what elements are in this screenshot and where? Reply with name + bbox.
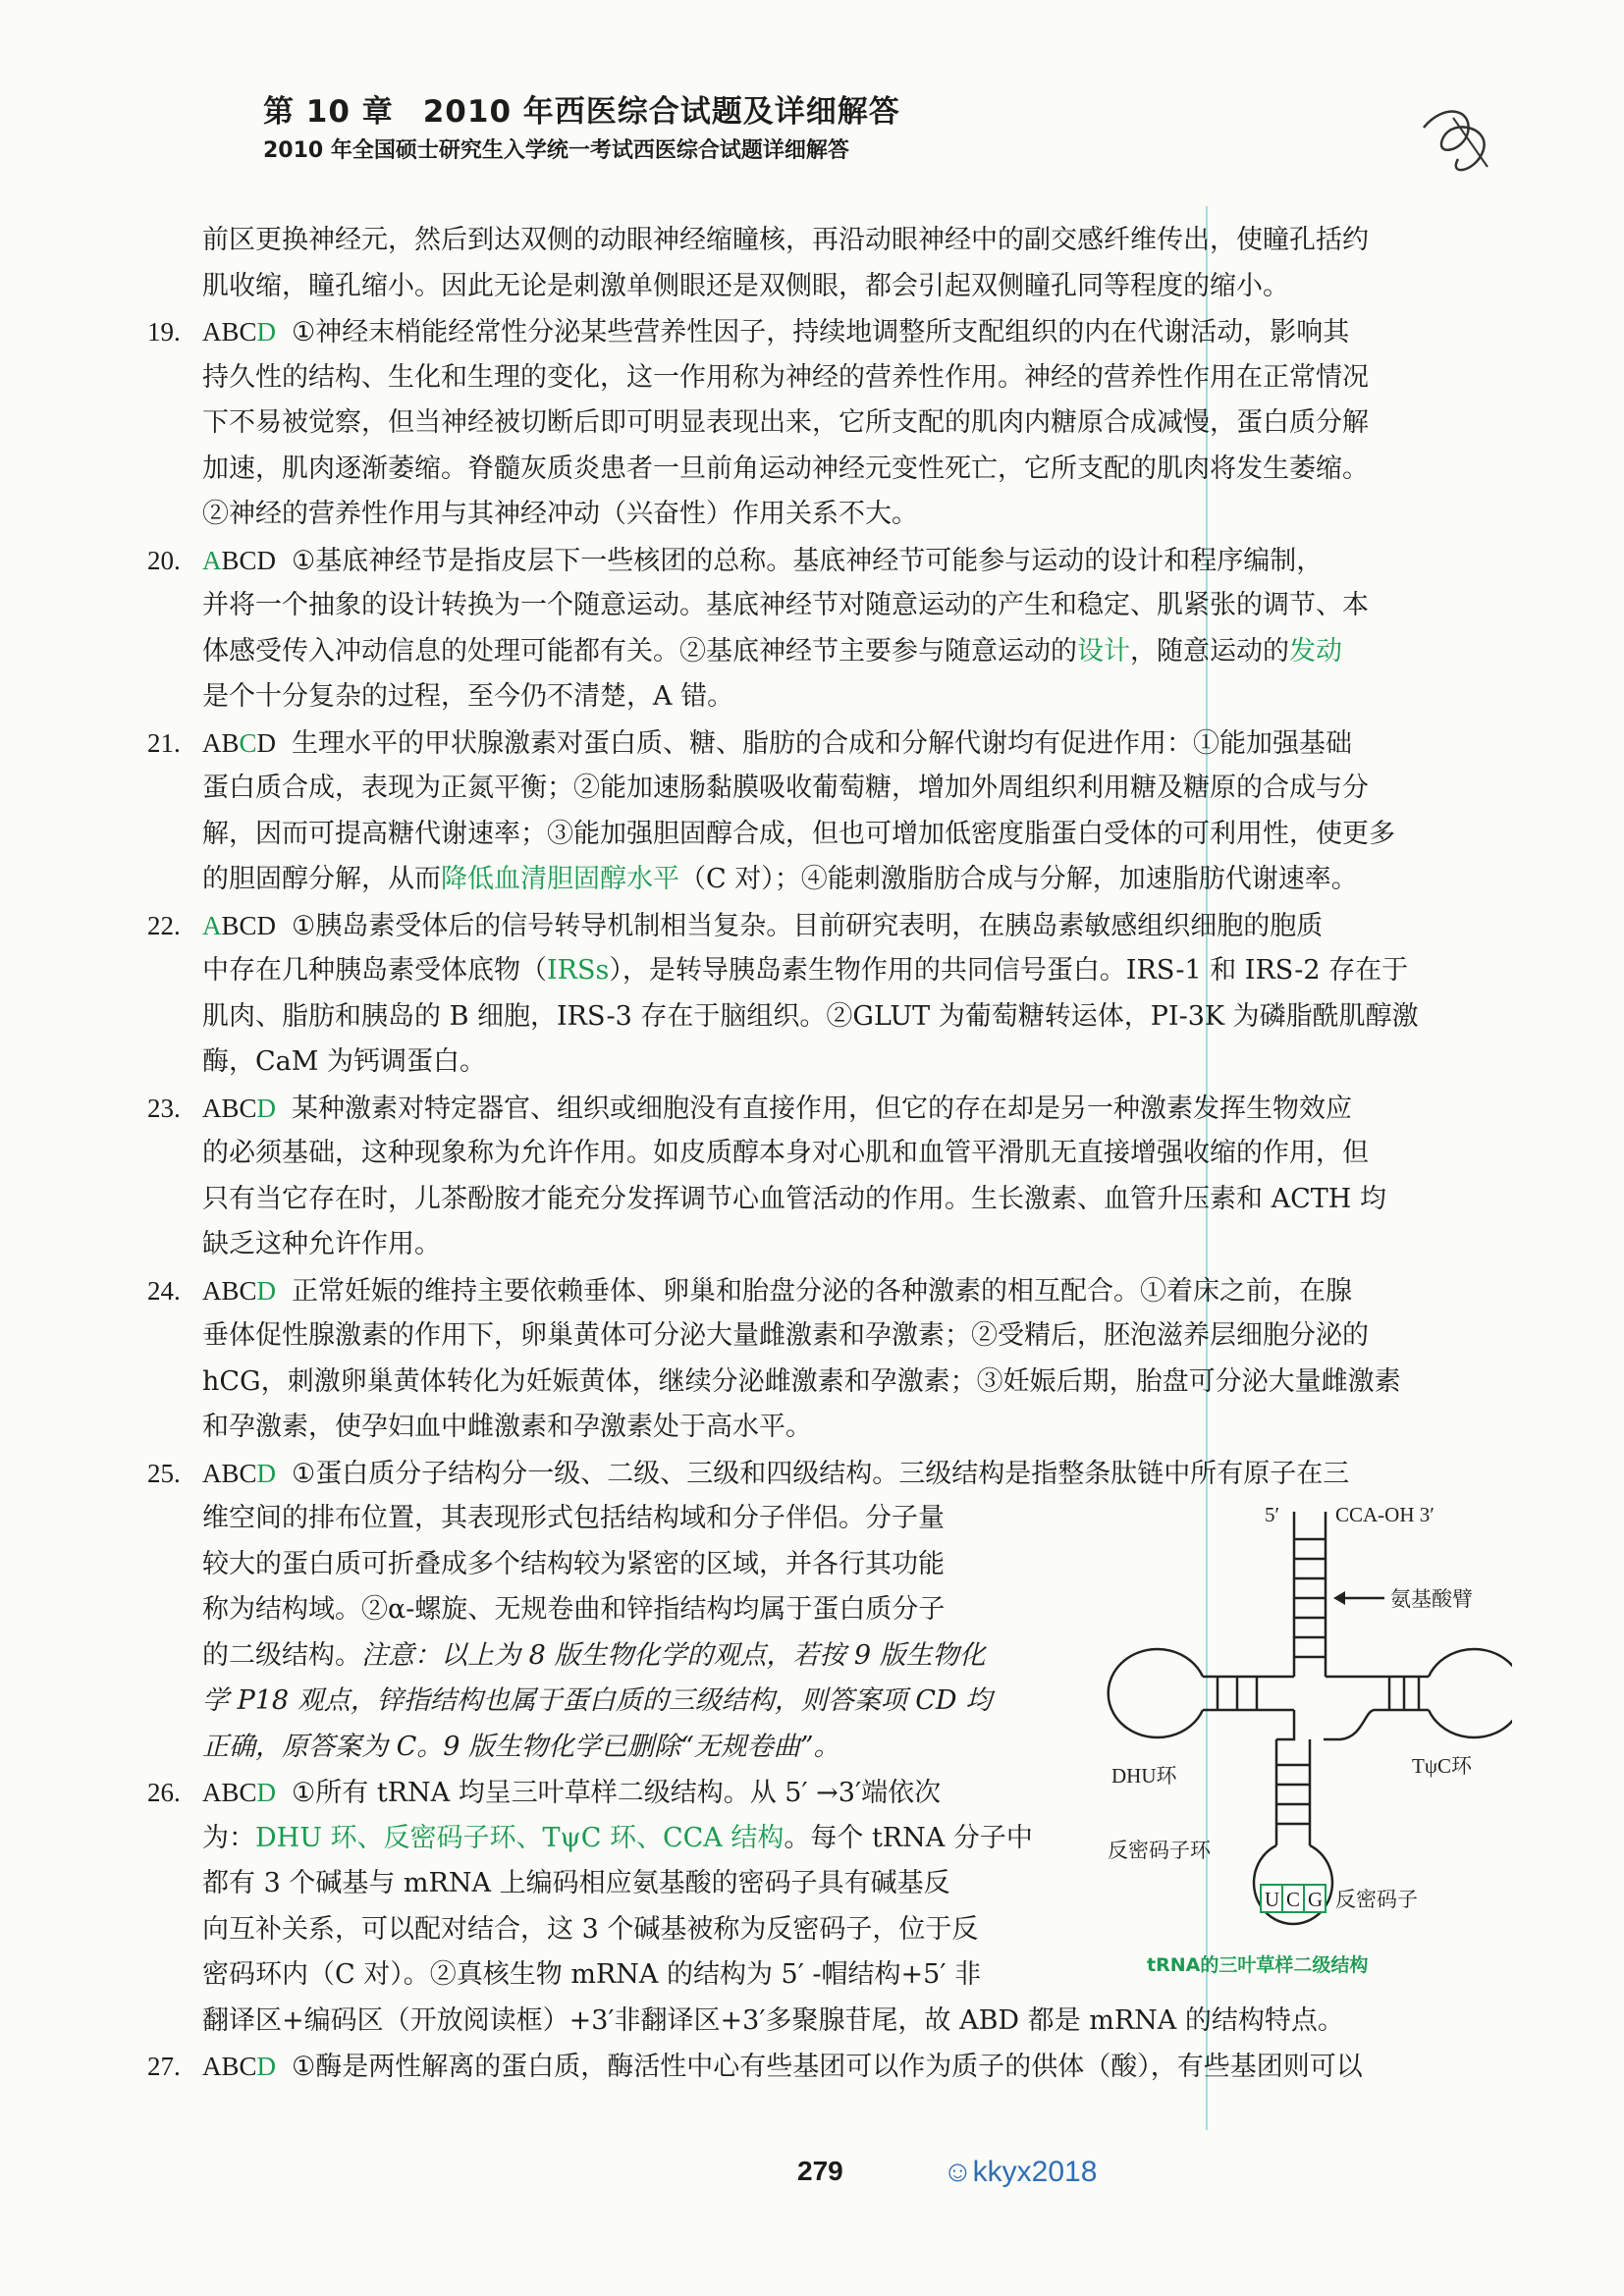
question-number: 25. [147, 1458, 181, 1488]
question-19 [147, 309, 1502, 355]
anticodon-base: C [1286, 1888, 1301, 1911]
answer-label: ABCD [202, 910, 277, 940]
text-line: 的胆固醇分解，从而降低血清胆固醇水平（C 对）；④能刺激脂肪合成与分解，加速脂肪代谢速率。 [202, 864, 1358, 894]
text-line: ①所有 tRNA 均呈三叶草样二级结构。从 5′ →3′端依次 [292, 1778, 942, 1808]
text-line: 维空间的排布位置，其表现形式包括结构域和分子伴侣。分子量 [202, 1503, 945, 1533]
text-line: 只有当它存在时，儿茶酚胺才能充分发挥调节心血管活动的作用。生长激素、血管升压素和 ACTH 均 [202, 1183, 1386, 1214]
scribble-icon [1414, 98, 1502, 187]
text-line: ②神经的营养性作用与其神经冲动（兴奋性）作用关系不大。 [202, 499, 918, 529]
text-line: 前区更换神经元，然后到达双侧的动眼神经缩瞳核，再沿动眼神经中的副交感纤维传出，使瞳孔括约 [202, 225, 1369, 255]
question-number: 26. [147, 1778, 181, 1807]
text-line: ①酶是两性解离的蛋白质，酶活性中心有些基团可以作为质子的供体（酸），有些基团则可以 [292, 2052, 1363, 2082]
text-line: 向互补关系，可以配对结合，这 3 个碱基被称为反密码子，位于反 [202, 1913, 979, 1945]
five-prime-label: 5′ [1265, 1503, 1280, 1526]
anticodon-label: 反密码子 [1335, 1888, 1418, 1911]
text-line: 的二级结构。注意：以上为 8 版生物化学的观点，若按 9 版生物化 [202, 1639, 986, 1671]
text-line: 密码环内（C 对）。②真核生物 mRNA 的结构为 5′ -帽结构+5′ 非 [202, 1959, 982, 1990]
question-24 [147, 1268, 1502, 1314]
chapter-number: 第 10 章 [263, 94, 394, 130]
text-line: 解，因而可提高糖代谢速率；③能加强胆固醇合成，但也可增加低密度脂蛋白受体的可利用性，使更多 [202, 818, 1395, 849]
text-line: ①蛋白质分子结构分一级、二级、三级和四级结构。三级结构是指整条肽链中所有原子在三 [292, 1458, 1350, 1489]
edition-note: 注意：以上为 8 版生物化学的观点，若按 9 版生物化 [361, 1639, 986, 1671]
text-line: 中存在几种胰岛素受体底物（IRSs），是转导胰岛素生物作用的共同信号蛋白。IRS-1 和 IRS-2 存在于 [202, 955, 1409, 986]
text-line: 某种激素对特定器官、组织或细胞没有直接作用，但它的存在却是另一种激素发挥生物效应 [292, 1093, 1353, 1124]
text-line: 和孕激素，使孕妇血中雌激素和孕激素处于高水平。 [202, 1412, 812, 1442]
answer-label: ABCD [202, 1778, 277, 1807]
text-line: hCG，刺激卵巢黄体转化为妊娠黄体，继续分泌雌激素和孕激素；③妊娠后期，胎盘可分泌大量雌激素 [202, 1365, 1401, 1397]
text-line: 都有 3 个碱基与 mRNA 上编码相应氨基酸的密码子具有碱基反 [202, 1868, 950, 1898]
anticodon-base: U [1265, 1888, 1280, 1911]
question-23 [147, 1086, 1502, 1132]
question-20 [147, 538, 1502, 584]
tpsic-arm [1324, 1649, 1512, 1739]
acceptor-stem [1294, 1512, 1326, 1677]
text-line: 为：DHU 环、反密码子环、TψC 环、CCA 结构。每个 tRNA 分子中 [202, 1822, 1033, 1853]
trna-cloverleaf-diagram [1100, 1492, 1512, 2002]
text-line: ①基底神经节是指皮层下一些核团的总称。基底神经节可能参与运动的设计和程序编制， [292, 545, 1324, 576]
acceptor-arm-label: 氨基酸臂 [1390, 1587, 1473, 1611]
anticodon-loop-label: 反密码子环 [1108, 1839, 1211, 1862]
text-line: ①胰岛素受体后的信号转导机制相当复杂。目前研究表明，在胰岛素敏感组织细胞的胞质 [292, 910, 1324, 941]
anticodon-bases [1261, 1885, 1326, 1912]
text-line: 生理水平的甲状腺激素对蛋白质、糖、脂肪的合成和分解代谢均有促进作用：①能加强基础 [292, 727, 1353, 759]
question-number: 20. [147, 545, 181, 575]
text-line: 正常妊娠的维持主要依赖垂体、卵巢和胎盘分泌的各种激素的相互配合。①着床之前，在腺 [292, 1275, 1353, 1307]
question-22 [147, 903, 1502, 949]
text-line: 缺乏这种允许作用。 [202, 1229, 441, 1259]
dhu-loop-label: DHU环 [1111, 1764, 1177, 1788]
answer-label: ABCD [202, 727, 277, 758]
question-number: 24. [147, 1275, 181, 1306]
text-line: 翻译区+编码区（开放阅读框）+3′非翻译区+3′多聚腺苷尾，故 ABD 都是 mRNA 的结构特点。 [202, 2004, 1344, 2036]
text-line: 较大的蛋白质可折叠成多个结构较为紧密的区域，并各行其功能 [202, 1548, 945, 1579]
question-number: 23. [147, 1093, 181, 1123]
answer-label: ABCD [202, 545, 277, 575]
question-21 [147, 721, 1502, 767]
text-line: 酶，CaM 为钙调蛋白。 [202, 1046, 486, 1077]
answer-label: ABCD [202, 1093, 277, 1123]
dhu-arm [1109, 1649, 1294, 1737]
text-line: 加速，肌肉逐渐萎缩。脊髓灰质炎患者一旦前角运动神经元变性死亡，它所支配的肌肉将发生萎缩。 [202, 453, 1369, 484]
chapter-heading [263, 86, 1441, 130]
page-header [263, 86, 1441, 164]
wechat-icon: ☺ [943, 2156, 973, 2188]
answer-label: ABCD [202, 317, 277, 347]
chapter-title: 2010 年西医综合试题及详细解答 [422, 94, 900, 130]
answer-label: ABCD [202, 2052, 277, 2081]
text-line: 垂体促性腺激素的作用下，卵巢黄体可分泌大量雌激素和孕激素；②受精后，胚泡滋养层细胞分泌的 [202, 1320, 1369, 1351]
question-number: 27. [147, 2052, 181, 2081]
acceptor-arm-arrow-icon [1333, 1591, 1384, 1605]
page-number: 279 [797, 2156, 843, 2186]
text-line: 下不易被觉察，但当神经被切断后即可明显表现出来，它所支配的肌肉内糖原合成减慢，蛋白质分解 [202, 407, 1369, 438]
cca-label: CCA-OH 3′ [1335, 1503, 1435, 1526]
answer-label: ABCD [202, 1458, 277, 1488]
question-27 [147, 2044, 1502, 2090]
question-number: 21. [147, 727, 181, 758]
answer-label: ABCD [202, 1275, 277, 1306]
chapter-subtitle: 2010 年全国硕士研究生入学统一考试西医综合试题详细解答 [263, 138, 849, 163]
text-line: 体感受传入冲动信息的处理可能都有关。②基底神经节主要参与随意运动的设计，随意运动的发动 [202, 635, 1342, 667]
text-line: 肌肉、脂肪和胰岛的 B 细胞，IRS-3 存在于脑组织。②GLUT 为葡萄糖转运体，PI-3K 为磷脂酰肌醇激 [202, 1000, 1419, 1032]
text-line: 肌收缩，瞳孔缩小。因此无论是刺激单侧眼还是双侧眼，都会引起双侧瞳孔同等程度的缩小。 [202, 270, 1289, 301]
question-number: 19. [147, 317, 181, 347]
text-line: 蛋白质合成，表现为正氮平衡；②能加速肠黏膜吸收葡萄糖，增加外周组织利用糖及糖原的合成与分 [202, 773, 1369, 803]
text-line: 并将一个抽象的设计转换为一个随意运动。基底神经节对随意运动的产生和稳定、肌紧张的调节、本 [202, 590, 1369, 620]
anticodon-base: G [1308, 1888, 1324, 1911]
question-25 [147, 1451, 1502, 1497]
edition-note: 正确，原答案为 C。9 版生物化学已删除“无规卷曲”。 [202, 1731, 840, 1762]
watermark: ☺kkyx2018 [943, 2156, 1098, 2188]
text-line: 的必须基础，这种现象称为允许作用。如皮质醇本身对心肌和血管平滑肌无直接增强收缩的作用，但 [202, 1138, 1369, 1168]
edition-note: 学 P18 观点，锌指结构也属于蛋白质的三级结构，则答案项 CD 均 [202, 1685, 993, 1716]
text-line: 持久性的结构、生化和生理的变化，这一作用称为神经的营养性作用。神经的营养性作用在正常情况 [202, 361, 1369, 393]
question-number: 22. [147, 910, 181, 940]
tpsic-loop-label: TψC环 [1412, 1754, 1472, 1778]
text-line: 是个十分复杂的过程，至今仍不清楚，A 错。 [202, 681, 734, 712]
text-line: 称为结构域。②α-螺旋、无规卷曲和锌指结构均属于蛋白质分子 [202, 1594, 946, 1625]
text-line: ①神经末梢能经常性分泌某些营养性因子，持续地调整所支配组织的内在代谢活动，影响其 [292, 317, 1350, 347]
diagram-caption: tRNA的三叶草样二级结构 [1147, 1954, 1369, 1976]
